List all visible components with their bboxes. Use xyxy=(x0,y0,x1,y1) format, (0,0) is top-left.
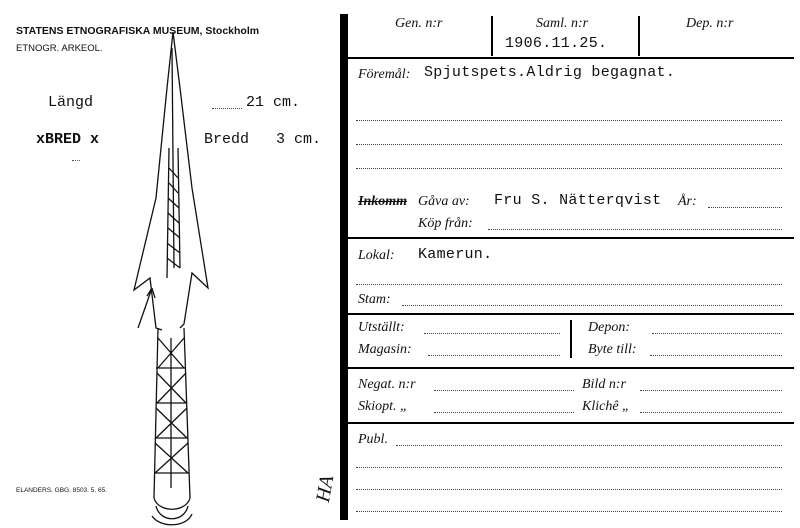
header-rule xyxy=(348,57,794,59)
skiopt-dots xyxy=(434,412,574,413)
length-value: 21 cm. xyxy=(246,94,301,111)
byte-label: Byte till: xyxy=(588,342,637,357)
publ-line-3 xyxy=(356,489,782,490)
publ-line-4 xyxy=(356,511,782,512)
lokal-label: Lokal: xyxy=(358,248,395,263)
ar-dots xyxy=(708,207,782,208)
header-divider-2 xyxy=(638,16,640,56)
ar-label: År: xyxy=(678,194,697,209)
gava-value: Fru S. Nätterqvist xyxy=(494,192,662,209)
bild-dots xyxy=(640,390,782,391)
small-dash xyxy=(72,160,80,161)
negat-label: Negat. n:r xyxy=(358,377,416,392)
skiopt-label: Skiopt. „ xyxy=(358,399,408,414)
rule-after-kliche xyxy=(348,422,794,424)
saml-nr-label: Saml. n:r xyxy=(536,16,589,31)
lokal-line-2 xyxy=(356,284,782,285)
magasin-dots xyxy=(428,355,560,356)
spearhead-drawing xyxy=(120,28,220,528)
foremal-line-3 xyxy=(356,144,782,145)
publ-line-2 xyxy=(356,467,782,468)
foremal-value: Spjutspets.Aldrig begagnat. xyxy=(424,64,676,81)
foremal-line-4 xyxy=(356,168,782,169)
saml-nr-value: 1906.11.25. xyxy=(505,35,608,52)
gava-label: Gåva av: xyxy=(418,194,470,209)
width-label: Bredd xyxy=(204,131,250,148)
header-divider-1 xyxy=(491,16,493,56)
lokal-value: Kamerun. xyxy=(418,246,493,263)
magasin-label: Magasin: xyxy=(358,342,412,357)
publ-label: Publ. xyxy=(358,432,388,447)
length-label: Längd xyxy=(48,94,94,111)
stam-label: Stam: xyxy=(358,292,391,307)
depon-dots xyxy=(652,333,782,334)
utstallt-label: Utställt: xyxy=(358,320,405,335)
institution-name: STATENS ETNOGRAFISKA MUSEUM, xyxy=(16,25,203,37)
kliche-dots xyxy=(640,412,782,413)
kop-dots xyxy=(488,229,782,230)
handwritten-initials: HA xyxy=(312,473,339,504)
bild-label: Bild n:r xyxy=(582,377,626,392)
struck-inkomm-label: Inkomm xyxy=(358,194,408,209)
width-value: 3 cm. xyxy=(276,131,322,148)
rule-after-stam xyxy=(348,313,794,315)
stam-dots xyxy=(402,305,782,306)
kop-label: Köp från: xyxy=(418,216,473,231)
utstallt-divider xyxy=(570,320,572,358)
kliche-label: Klichê „ xyxy=(582,399,630,414)
rule-after-kop xyxy=(348,237,794,239)
printer-mark: ELANDERS. GBG. 8503. 5. 65. xyxy=(16,487,108,494)
foremal-line-2 xyxy=(356,120,782,121)
struck-width-label: xBRED x xyxy=(36,131,100,148)
institution-city: Stockholm xyxy=(205,25,260,37)
utstallt-dots xyxy=(424,333,560,334)
publ-dots xyxy=(396,445,782,446)
card-margin-line xyxy=(340,14,348,520)
depon-label: Depon: xyxy=(588,320,630,335)
byte-dots xyxy=(650,355,782,356)
dep-nr-label: Dep. n:r xyxy=(686,16,734,31)
negat-dots xyxy=(434,390,574,391)
rule-after-magasin xyxy=(348,367,794,369)
foremal-label: Föremål: xyxy=(358,67,411,82)
department-label: ETNOGR. ARKEOL. xyxy=(16,43,103,54)
gen-nr-label: Gen. n:r xyxy=(395,16,443,31)
